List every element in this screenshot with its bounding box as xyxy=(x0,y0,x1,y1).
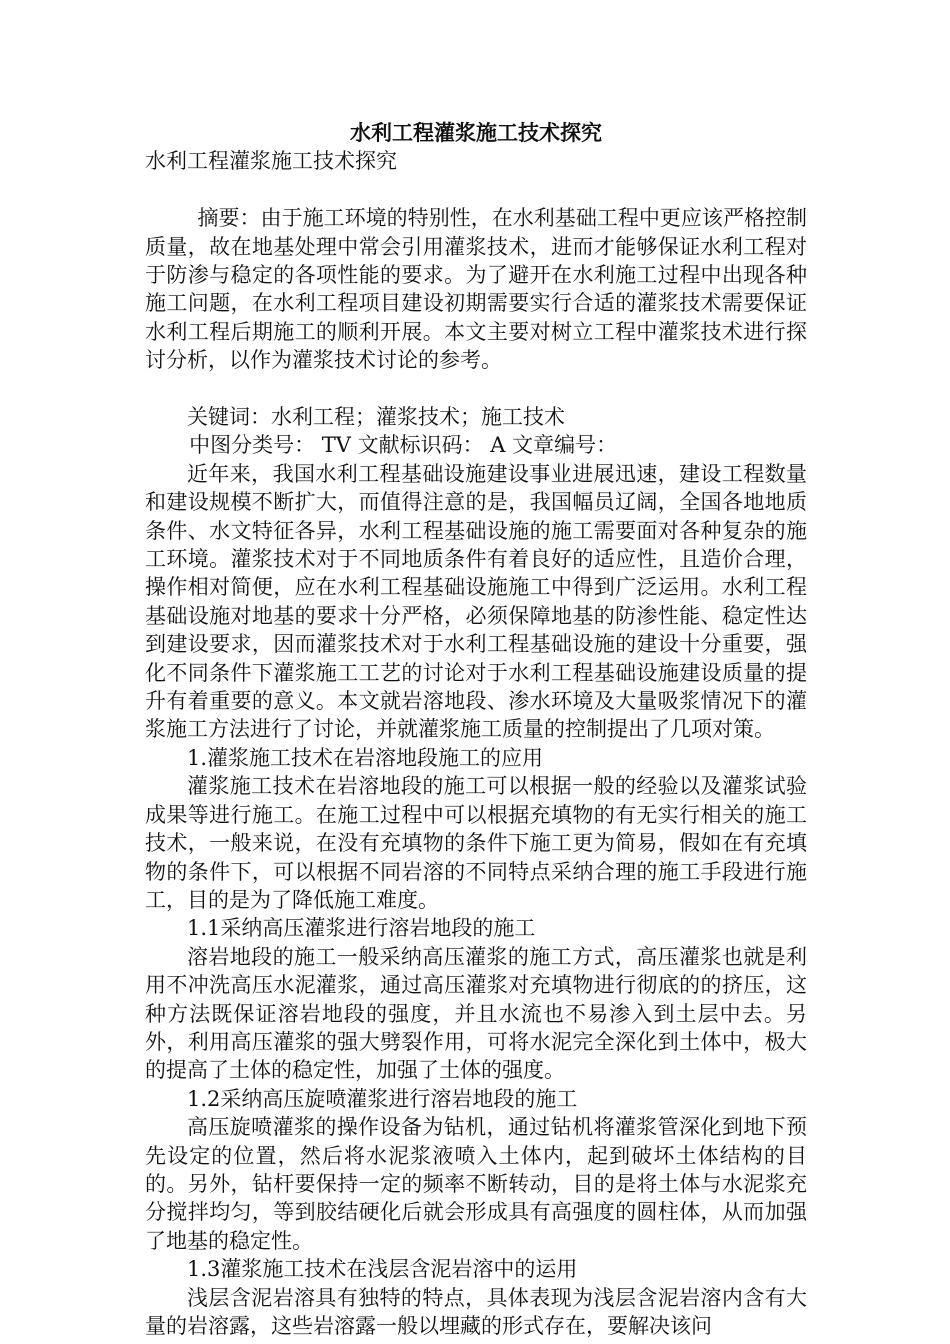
section-1-paragraph: 灌浆施工技术在岩溶地段的施工可以根据一般的经验以及灌浆试验成果等进行施工。在施工过程中可以根据充填物的有无实行相关的施工技术，一般来说，在没有充填物的条件下施工更为简易，假如在有充填物的条件下，可以根据不同岩溶的不同特点采纳合理的施工手段进行施工，目的是为了降低施工难度。 xyxy=(145,774,807,912)
document-body xyxy=(145,119,807,1340)
document-subtitle: 水利工程灌浆施工技术探究 xyxy=(145,149,397,174)
intro-paragraph: 近年来，我国水利工程基础设施建设事业进展迅速，建设工程数量和建设规模不断扩大，而值得注意的是，我国幅员辽阔，全国各地地质条件、水文特征各异，水利工程基础设施的施工需要面对各种复杂的施工环境。灌浆技术对于不同地质条件有着良好的适应性，且造价合理，操作相对简便，应在水利工程基础设施施工中得到广泛运用。水利工程基础设施对地基的要求十分严格，必须保障地基的防渗性能、稳定性达到建设要求，因而灌浆技术对于水利工程基础设施的建设十分重要，强化不同条件下灌浆施工工艺的讨论对于水利工程基础设施建设质量的提升有着重要的意义。本文就岩溶地段、渗水环境及大量吸浆情况下的灌浆施工方法进行了讨论，并就灌浆施工质量的控制提出了几项对策。 xyxy=(145,461,807,742)
section-heading-1-1: 1.1采纳高压灌浆进行溶岩地段的施工 xyxy=(187,916,536,941)
section-1-1-paragraph: 溶岩地段的施工一般采纳高压灌浆的施工方式，高压灌浆也就是利用不冲洗高压水泥灌浆，通过高压灌浆对充填物进行彻底的的挤压，这种方法既保证溶岩地段的强度，并且水流也不易渗入到土层中去。另外，利用高压灌浆的强大劈裂作用，可将水泥完全深化到土体中，极大的提高了土体的稳定性，加强了土体的强度。 xyxy=(145,944,807,1083)
abstract-paragraph: 摘要：由于施工环境的特别性，在水利基础工程中更应该严格控制质量，故在地基处理中常会引用灌浆技术，进而才能够保证水利工程对于防渗与稳定的各项性能的要求。为了避开在水利施工过程中出现各种施工问题，在水利工程项目建设初期需要实行合适的灌浆技术需要保证水利工程后期施工的顺利开展。本文主要对树立工程中灌浆技术进行探讨分析，以作为灌浆技术讨论的参考。 xyxy=(145,206,807,373)
section-heading-1-2: 1.2采纳高压旋喷灌浆进行溶岩地段的施工 xyxy=(187,1086,578,1111)
document-title: 水利工程灌浆施工技术探究 xyxy=(350,120,602,145)
keywords-line: 关键词：水利工程；灌浆技术；施工技术 xyxy=(187,405,565,430)
section-1-3-paragraph: 浅层含泥岩溶具有独特的特点，具体表现为浅层含泥岩溶内含有大量的岩溶露，这些岩溶露一般以埋藏的形式存在，要解决该问 xyxy=(145,1285,807,1339)
section-heading-1: 1.灌浆施工技术在岩溶地段施工的应用 xyxy=(187,745,544,770)
classification-line: 中图分类号： TV 文献标识码： A 文章编号： xyxy=(189,433,618,458)
blank-line xyxy=(145,176,807,204)
section-heading-1-3: 1.3灌浆施工技术在浅层含泥岩溶中的运用 xyxy=(187,1257,578,1282)
blank-line xyxy=(145,375,807,403)
section-1-2-paragraph: 高压旋喷灌浆的操作设备为钻机，通过钻机将灌浆管深化到地下预先设定的位置，然后将水泥浆液喷入土体内，起到破坏土体结构的目的。另外，钻杆要保持一定的频率不断转动，目的是将土体与水泥浆充分搅拌均匀，等到胶结硬化后就会形成具有高强度的圆柱体，从而加强了地基的稳定性。 xyxy=(145,1115,807,1253)
